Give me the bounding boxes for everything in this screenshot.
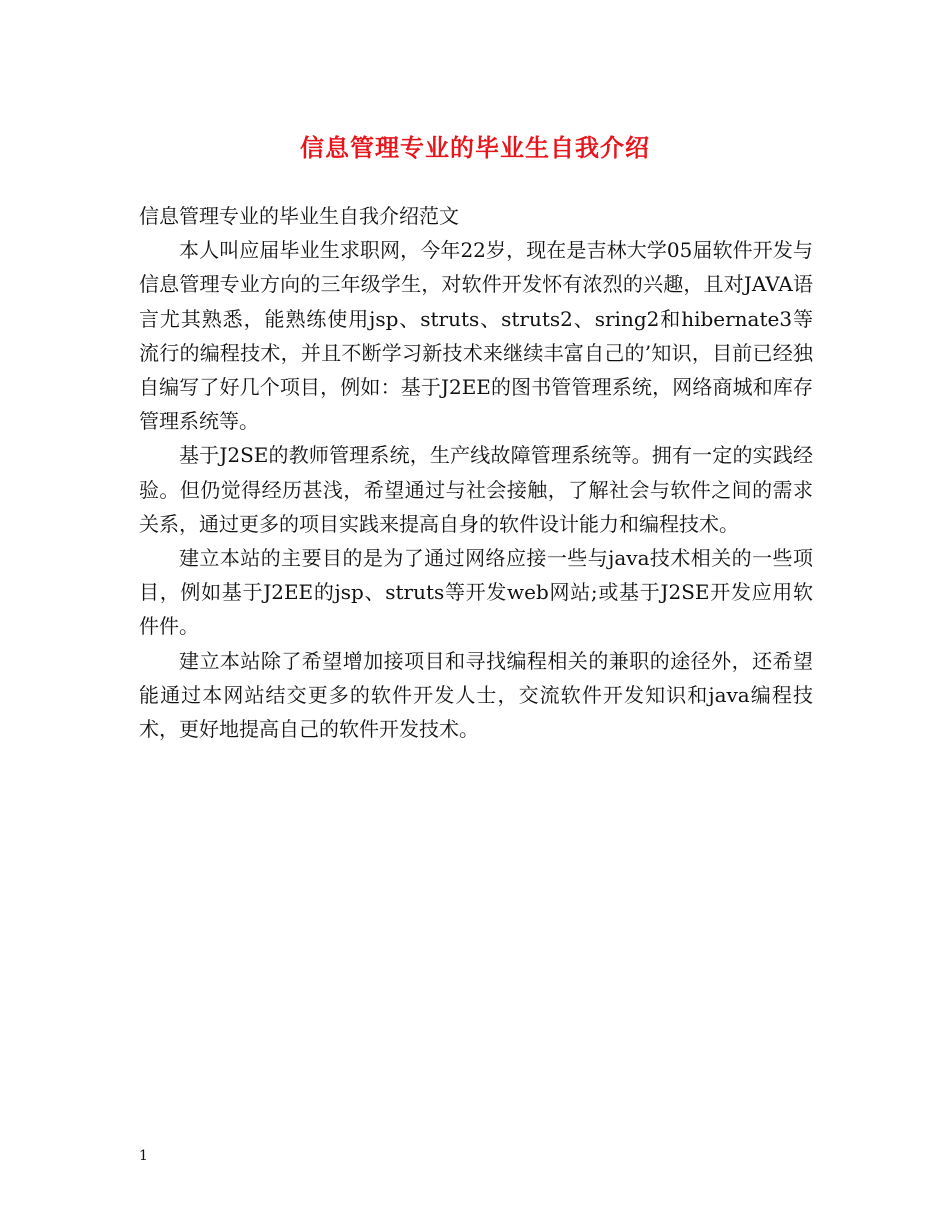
document-title: 信息管理专业的毕业生自我介绍 <box>300 134 650 162</box>
paragraph-2: 基于J2SE的教师管理系统，生产线故障管理系统等。拥有一定的实践经验。但仍觉得经历甚浅，希望通过与社会接触，了解社会与软件之间的需求关系，通过更多的项目实践来提高自身的软件设计能力和编程技术。 <box>139 443 813 536</box>
page-number: 1 <box>139 1148 148 1164</box>
paragraph-3: 建立本站的主要目的是为了通过网络应接一些与java技术相关的一些项目，例如基于J2EE的jsp、struts等开发web网站;或基于J2SE开发应用软件件。 <box>139 546 813 639</box>
document-subtitle: 信息管理专业的毕业生自我介绍范文 <box>139 204 459 228</box>
paragraph-1: 本人叫应届毕业生求职网，今年22岁，现在是吉林大学05届软件开发与信息管理专业方向的三年级学生，对软件开发怀有浓烈的兴趣，且对JAVA语言尤其熟悉，能熟练使用jsp、struts、struts2、sring2和hibernate3等流行的编程技术，并且不断学习新技术来继续丰富自己的’知识，目前已经独自编写了好几个项目，例如：基于J2EE的图书管管理系统，网络商城和库存管理系统等。 <box>139 238 813 434</box>
document-body <box>139 199 813 746</box>
paragraph-4: 建立本站除了希望增加接项目和寻找编程相关的兼职的途径外，还希望能通过本网站结交更多的软件开发人士，交流软件开发知识和java编程技术，更好地提高自己的软件开发技术。 <box>139 648 813 742</box>
